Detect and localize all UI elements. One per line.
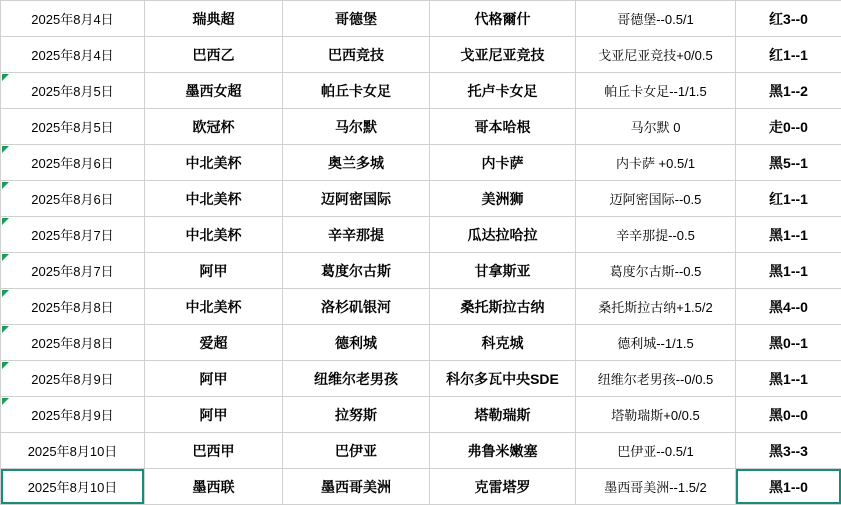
cell-home-team[interactable]: 奥兰多城 <box>283 145 430 181</box>
cell-home-team[interactable]: 墨西哥美洲 <box>283 469 430 505</box>
cell-home-team[interactable]: 葛度尔古斯 <box>283 253 430 289</box>
cell-away-team[interactable]: 美洲狮 <box>430 181 576 217</box>
cell-result[interactable]: 黑1--1 <box>736 253 841 289</box>
table-row <box>1 37 841 73</box>
cell-result[interactable]: 黑1--0 <box>736 469 841 505</box>
table-row <box>1 289 841 325</box>
cell-result[interactable]: 黑1--1 <box>736 217 841 253</box>
table-row <box>1 217 841 253</box>
cell-date[interactable]: 2025年8月6日 <box>1 181 145 217</box>
cell-handicap[interactable]: 德利城--1/1.5 <box>576 325 736 361</box>
cell-date[interactable]: 2025年8月5日 <box>1 109 145 145</box>
table-row <box>1 181 841 217</box>
cell-handicap[interactable]: 墨西哥美洲--1.5/2 <box>576 469 736 505</box>
cell-league[interactable]: 中北美杯 <box>145 145 283 181</box>
cell-league[interactable]: 爱超 <box>145 325 283 361</box>
cell-league[interactable]: 阿甲 <box>145 397 283 433</box>
cell-league[interactable]: 巴西甲 <box>145 433 283 469</box>
cell-away-team[interactable]: 科尔多瓦中央SDE <box>430 361 576 397</box>
cell-date[interactable]: 2025年8月7日 <box>1 253 145 289</box>
cell-result[interactable]: 黑1--2 <box>736 73 841 109</box>
cell-handicap[interactable]: 巴伊亚--0.5/1 <box>576 433 736 469</box>
cell-league[interactable]: 中北美杯 <box>145 181 283 217</box>
cell-home-team[interactable]: 洛杉矶银河 <box>283 289 430 325</box>
cell-handicap[interactable]: 葛度尔古斯--0.5 <box>576 253 736 289</box>
cell-home-team[interactable]: 哥德堡 <box>283 1 430 37</box>
cell-away-team[interactable]: 托卢卡女足 <box>430 73 576 109</box>
table-row <box>1 397 841 433</box>
cell-result[interactable]: 黑0--1 <box>736 325 841 361</box>
table-row <box>1 145 841 181</box>
cell-date[interactable]: 2025年8月5日 <box>1 73 145 109</box>
cell-result[interactable]: 红1--1 <box>736 181 841 217</box>
cell-handicap[interactable]: 帕丘卡女足--1/1.5 <box>576 73 736 109</box>
cell-date[interactable]: 2025年8月8日 <box>1 325 145 361</box>
cell-away-team[interactable]: 弗鲁米嫩塞 <box>430 433 576 469</box>
cell-away-team[interactable]: 塔勒瑞斯 <box>430 397 576 433</box>
cell-away-team[interactable]: 内卡萨 <box>430 145 576 181</box>
cell-league[interactable]: 巴西乙 <box>145 37 283 73</box>
cell-league[interactable]: 墨西联 <box>145 469 283 505</box>
cell-away-team[interactable]: 科克城 <box>430 325 576 361</box>
cell-home-team[interactable]: 马尔默 <box>283 109 430 145</box>
cell-handicap[interactable]: 桑托斯拉古纳+1.5/2 <box>576 289 736 325</box>
cell-home-team[interactable]: 辛辛那提 <box>283 217 430 253</box>
cell-league[interactable]: 阿甲 <box>145 253 283 289</box>
cell-result[interactable]: 走0--0 <box>736 109 841 145</box>
cell-date[interactable]: 2025年8月10日 <box>1 433 145 469</box>
cell-away-team[interactable]: 哥本哈根 <box>430 109 576 145</box>
cell-league[interactable]: 阿甲 <box>145 361 283 397</box>
table-row <box>1 253 841 289</box>
table-row <box>1 1 841 37</box>
cell-away-team[interactable]: 代格爾什 <box>430 1 576 37</box>
table-row <box>1 433 841 469</box>
cell-result[interactable]: 黑1--1 <box>736 361 841 397</box>
cell-date[interactable]: 2025年8月6日 <box>1 145 145 181</box>
cell-league[interactable]: 中北美杯 <box>145 289 283 325</box>
cell-date[interactable]: 2025年8月9日 <box>1 397 145 433</box>
cell-date[interactable]: 2025年8月10日 <box>1 469 145 505</box>
cell-home-team[interactable]: 帕丘卡女足 <box>283 73 430 109</box>
cell-handicap[interactable]: 哥德堡--0.5/1 <box>576 1 736 37</box>
cell-league[interactable]: 瑞典超 <box>145 1 283 37</box>
cell-result[interactable]: 黑5--1 <box>736 145 841 181</box>
table-row <box>1 325 841 361</box>
cell-home-team[interactable]: 巴西竞技 <box>283 37 430 73</box>
cell-home-team[interactable]: 巴伊亚 <box>283 433 430 469</box>
table-row <box>1 469 841 505</box>
cell-home-team[interactable]: 纽维尔老男孩 <box>283 361 430 397</box>
cell-result[interactable]: 黑4--0 <box>736 289 841 325</box>
cell-handicap[interactable]: 塔勒瑞斯+0/0.5 <box>576 397 736 433</box>
table-row <box>1 361 841 397</box>
table-row <box>1 73 841 109</box>
table-row <box>1 109 841 145</box>
cell-date[interactable]: 2025年8月9日 <box>1 361 145 397</box>
cell-league[interactable]: 中北美杯 <box>145 217 283 253</box>
cell-league[interactable]: 墨西女超 <box>145 73 283 109</box>
cell-handicap[interactable]: 纽维尔老男孩--0/0.5 <box>576 361 736 397</box>
cell-handicap[interactable]: 辛辛那提--0.5 <box>576 217 736 253</box>
cell-home-team[interactable]: 迈阿密国际 <box>283 181 430 217</box>
cell-handicap[interactable]: 迈阿密国际--0.5 <box>576 181 736 217</box>
cell-away-team[interactable]: 戈亚尼亚竞技 <box>430 37 576 73</box>
cell-handicap[interactable]: 马尔默 0 <box>576 109 736 145</box>
cell-result[interactable]: 红3--0 <box>736 1 841 37</box>
cell-handicap[interactable]: 内卡萨 +0.5/1 <box>576 145 736 181</box>
cell-result[interactable]: 黑3--3 <box>736 433 841 469</box>
cell-away-team[interactable]: 甘拿斯亚 <box>430 253 576 289</box>
cell-date[interactable]: 2025年8月4日 <box>1 1 145 37</box>
cell-date[interactable]: 2025年8月7日 <box>1 217 145 253</box>
cell-away-team[interactable]: 桑托斯拉古纳 <box>430 289 576 325</box>
cell-home-team[interactable]: 拉努斯 <box>283 397 430 433</box>
cell-home-team[interactable]: 德利城 <box>283 325 430 361</box>
cell-date[interactable]: 2025年8月8日 <box>1 289 145 325</box>
cell-away-team[interactable]: 克雷塔罗 <box>430 469 576 505</box>
cell-result[interactable]: 黑0--0 <box>736 397 841 433</box>
cell-result[interactable]: 红1--1 <box>736 37 841 73</box>
cell-date[interactable]: 2025年8月4日 <box>1 37 145 73</box>
cell-away-team[interactable]: 瓜达拉哈拉 <box>430 217 576 253</box>
cell-league[interactable]: 欧冠杯 <box>145 109 283 145</box>
cell-handicap[interactable]: 戈亚尼亚竞技+0/0.5 <box>576 37 736 73</box>
